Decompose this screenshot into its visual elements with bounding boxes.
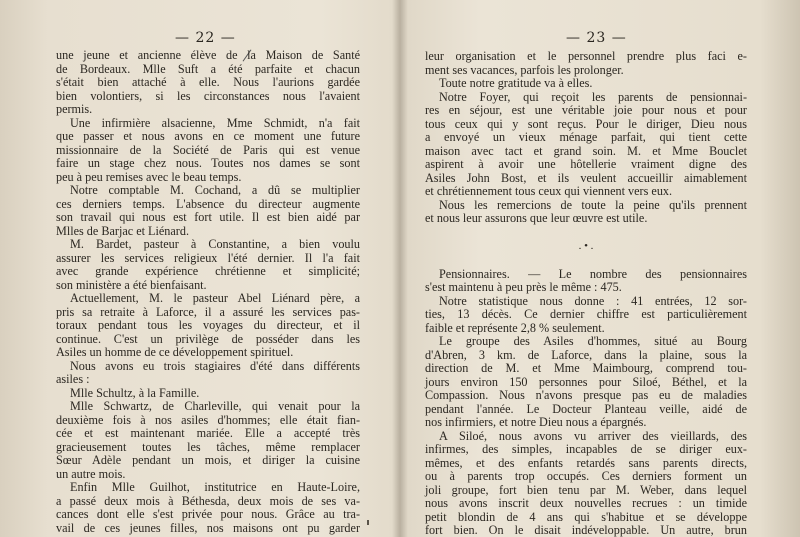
text-line: un autre mois. — [56, 466, 126, 481]
text-line: res en séjour, est une véritable joie pour nous et pour — [425, 103, 747, 117]
text-line: direction de M. et Mme Maimbourg, comprend tou- — [425, 361, 747, 375]
text-line: faire un stage chez nous. Toutes nos dames se sont — [56, 156, 360, 170]
text-line: cée et est maintenant mariée. Elle a accepté très — [56, 426, 360, 440]
left-page-text — [56, 49, 360, 535]
text-line: avec grande expérience chrétienne et simplicité; — [56, 264, 360, 278]
text-line: ou à parents trop occupés. Ces derniers forment un — [425, 469, 747, 483]
text-line: s'était bien attaché à elle. Nous l'aurions gardée — [56, 75, 360, 89]
text-line: nous avons inscrit deux nouvelles recrues : un timide — [425, 496, 747, 510]
text-line: mêmes, et des enfants retardés sans parents directs, — [425, 455, 747, 470]
text-line: Mlle Schwartz, de Charleville, qui venait pour la — [70, 399, 360, 413]
text-line: d'Abren, 3 km. de Laforce, dans la plaine, sous la — [425, 347, 747, 362]
left-page-number: — 22 — — [175, 30, 236, 46]
text-line: deuxième fois à nos asiles d'hommes; elle était fian- — [56, 412, 360, 427]
text-line: gracieusement toutes les tâches, même remplacer — [56, 439, 360, 454]
text-line: toraux pendant tous les voyages du directeur, et il — [56, 318, 360, 332]
text-line: fort bien. On le disait indéveloppable. Un autre, brun — [425, 523, 747, 537]
text-line: Notre Foyer, qui reçoit les parents de pensionnai- — [439, 89, 747, 104]
text-line: maison avec tact et grand soin. M. et Mme Bouclet — [425, 143, 747, 158]
right-page — [401, 0, 800, 537]
right-page-text — [425, 50, 747, 537]
text-line: jours environ 150 personnes pour Siloé, Béthel, et la — [425, 374, 747, 389]
text-line: Pensionnaires. — Le nombre des pensionnaires — [439, 266, 747, 281]
text-line: et nous leur assurons que leur œuvre est utile. — [425, 211, 648, 225]
text-line: ties, 13 décès. Ce dernier chiffre est particulièrement — [425, 307, 747, 321]
text-line: faible et représente 2,8 % seulement. — [425, 320, 605, 335]
text-line: et chrétiennement tous ceux qui viennent vers eux. — [425, 184, 673, 198]
text-line: continue. C'est un privilège de posséder dans les — [56, 331, 360, 346]
text-line: son ministère a été bienfaisant. — [56, 277, 207, 292]
text-line: petit blondin de 4 ans qui s'habitue et se développe — [425, 509, 747, 524]
text-line: aspirent à avoir une hôtellerie vraiment digne des — [425, 157, 747, 171]
text-line: pendant l'année. Le Docteur Planteau veille, aidé de — [425, 401, 747, 416]
text-line: Notre statistique nous donne : 41 entrées, 12 sor- — [439, 293, 747, 308]
text-line: infirmes, des simples, incapables de se diriger eux- — [425, 442, 747, 456]
text-line: joli groupe, fort bien tenu par M. Weber, dans lequel — [425, 482, 747, 497]
text-line: Compassion. Nous n'avons presque pas eu de maladies — [425, 388, 747, 402]
text-line: nos infirmiers, et notre Dieu nous a épargnés. — [425, 415, 647, 429]
text-line: permis. — [56, 102, 93, 116]
text-line: Mlles de Barjac et Liénard. — [56, 223, 189, 238]
text-line: Asiles John Bost, et ils veulent accueillir aimablement — [425, 170, 747, 185]
text-line: de Bordeaux. Mlle Suft a été parfaite et chacun — [56, 61, 360, 76]
text-line: vail de ces jeunes filles, nos maisons ont pu garder — [56, 520, 360, 535]
text-line: Nous les remercions de toute la peine qu'ils prennent — [439, 197, 747, 212]
text-line: A Siloé, nous avons vu arriver des vieillards, des — [439, 428, 747, 443]
text-line: une jeune et ancienne élève de la Maison de Santé — [56, 48, 360, 62]
text-line: son travail qui nous est fort utile. Il est bien aidé par — [56, 210, 360, 224]
spacer — [425, 254, 747, 268]
text-line: ces derniers temps. L'absence du directeur augmente — [56, 196, 360, 211]
text-line: Actuellement, M. le pasteur Abel Liénard père, a — [70, 291, 360, 305]
text-line: Enfin Mlle Guilhot, institutrice en Haute-Loire, — [70, 480, 360, 494]
paper-speck — [367, 520, 369, 525]
text-line: Toute notre gratitude va à elles. — [439, 76, 593, 90]
right-page-number: — 23 — — [566, 30, 627, 46]
text-line: Mlle Schultz, à la Famille. — [70, 385, 200, 400]
spacer — [425, 226, 747, 240]
text-line: Sœur Adèle pendant un mois, et diriger la cuisine — [56, 453, 360, 467]
text-line: Asiles un homme de ce développement spirituel. — [56, 345, 294, 359]
text-line: assurer les services religieux l'été dernier. Il l'a fait — [56, 250, 360, 265]
text-line: s'est maintenu à peu près le même : 475. — [425, 280, 622, 294]
text-line: a passé deux mois à Béthesda, deux mois de ses va- — [56, 493, 360, 508]
text-line: leur organisation et le personnel prendre plus faci e- — [425, 49, 747, 63]
text-line: Une infirmière alsacienne, Mme Schmidt, n'a fait — [70, 115, 360, 130]
text-line: que passer et nous avons en ce moment une future — [56, 129, 360, 143]
text-line: ment ses vacances, parfois les prolonger. — [425, 62, 624, 77]
text-line: pris sa retraite à Laforce, il a assuré les services pas- — [56, 304, 360, 319]
text-line: tous ceux qui y sont reçus. Pour le diriger, Dieu nous — [425, 116, 747, 131]
text-line: bien volontiers, si les circonstances nous l'avaient — [56, 88, 360, 103]
text-line: M. Bardet, pasteur à Constantine, a bien voulu — [70, 237, 360, 251]
text-line: missionnaire de la Société de Paris qui est venue — [56, 142, 360, 157]
text-line: Nous avons eu trois stagiaires d'été dans différents — [70, 358, 360, 373]
text-line: peu à peu remises avec le beau temps. — [56, 169, 242, 184]
text-line: a envoyé un vieux ménage parfait, qui tient cette — [425, 130, 747, 144]
section-separator: . • . — [578, 239, 594, 252]
text-line: Notre comptable M. Cochand, a dû se multiplier — [70, 183, 360, 197]
text-line: asiles : — [56, 372, 90, 386]
text-line: Le groupe des Asiles d'hommes, situé au Bourg — [439, 334, 747, 348]
text-line: cances dont elle s'est privée pour nous. Grâce au tra- — [56, 507, 360, 521]
